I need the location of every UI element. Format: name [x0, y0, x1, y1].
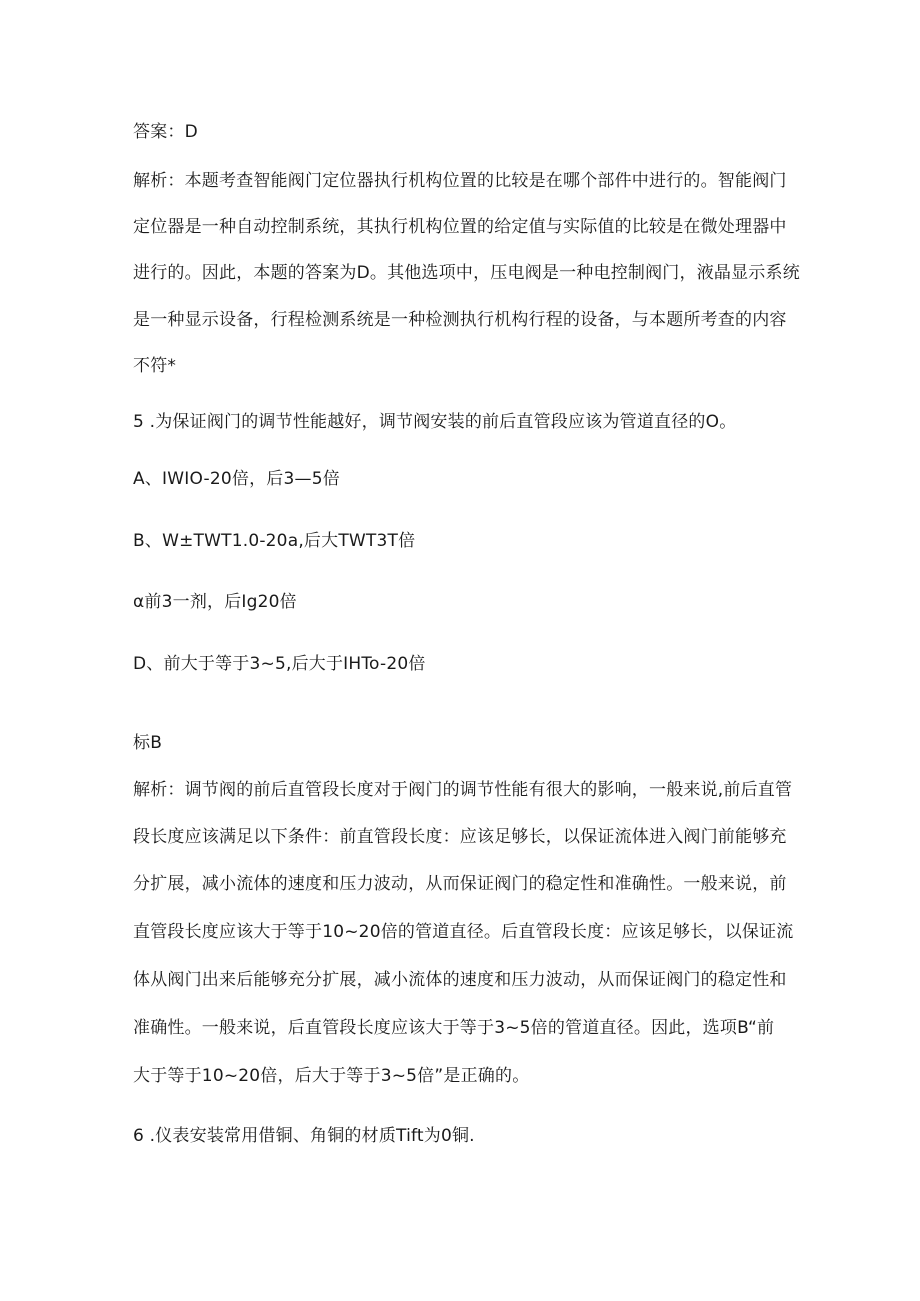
analysis-line: 不符*: [133, 356, 177, 376]
question-stem: 5 .为保证阀门的调节性能越好，调节阀安装的前后直管段应该为管道直径的O。: [133, 412, 737, 432]
analysis-line: 进行的。因此，本题的答案为D。其他选项中，压电阀是一种电控制阀门，液晶显示系统: [133, 263, 800, 283]
analysis-line: 体从阀门出来后能够充分扩展，减小流体的速度和压力波动，从而保证阀门的稳定性和: [133, 970, 787, 990]
option-d: D、前大于等于3~5,后大于IHTo-20倍: [133, 654, 426, 674]
analysis-line: 直管段长度应该大于等于10~20倍的管道直径。后直管段长度：应该足够长，以保证流: [133, 922, 794, 942]
analysis-line: 分扩展，减小流体的速度和压力波动，从而保证阀门的稳定性和准确性。一般来说，前: [133, 874, 787, 894]
option-a: A、IWIO-20倍，后3—5倍: [133, 469, 340, 489]
question-stem: 6 .仪表安装常用借铜、角铜的材质Tift为0铜.: [133, 1126, 475, 1146]
option-c: α前3一剂，后Ig20倍: [133, 592, 297, 612]
analysis-line: 是一种显示设备，行程检测系统是一种检测执行机构行程的设备，与本题所考查的内容: [133, 310, 787, 330]
analysis-line: 定位器是一种自动控制系统，其执行机构位置的给定值与实际值的比较是在微处理器中: [133, 217, 787, 237]
analysis-line: 大于等于10~20倍，后大于等于3~5倍”是正确的。: [133, 1066, 530, 1086]
analysis-line: 解析：本题考查智能阀门定位器执行机构位置的比较是在哪个部件中进行的。智能阀门: [133, 171, 787, 191]
option-b: B、W±TWT1.0-20a,后大TWT3T倍: [133, 531, 416, 551]
analysis-line: 段长度应该满足以下条件：前直管段长度：应该足够长，以保证流体进入阀门前能够充: [133, 827, 787, 847]
analysis-line: 准确性。一般来说，后直管段长度应该大于等于3~5倍的管道直径。因此，选项B“前: [133, 1018, 775, 1038]
answer-line: 答案：D: [133, 122, 198, 142]
analysis-line: 解析：调节阀的前后直管段长度对于阀门的调节性能有很大的影响，一般来说,前后直管: [133, 780, 793, 800]
answer-line: 标B: [133, 733, 163, 753]
